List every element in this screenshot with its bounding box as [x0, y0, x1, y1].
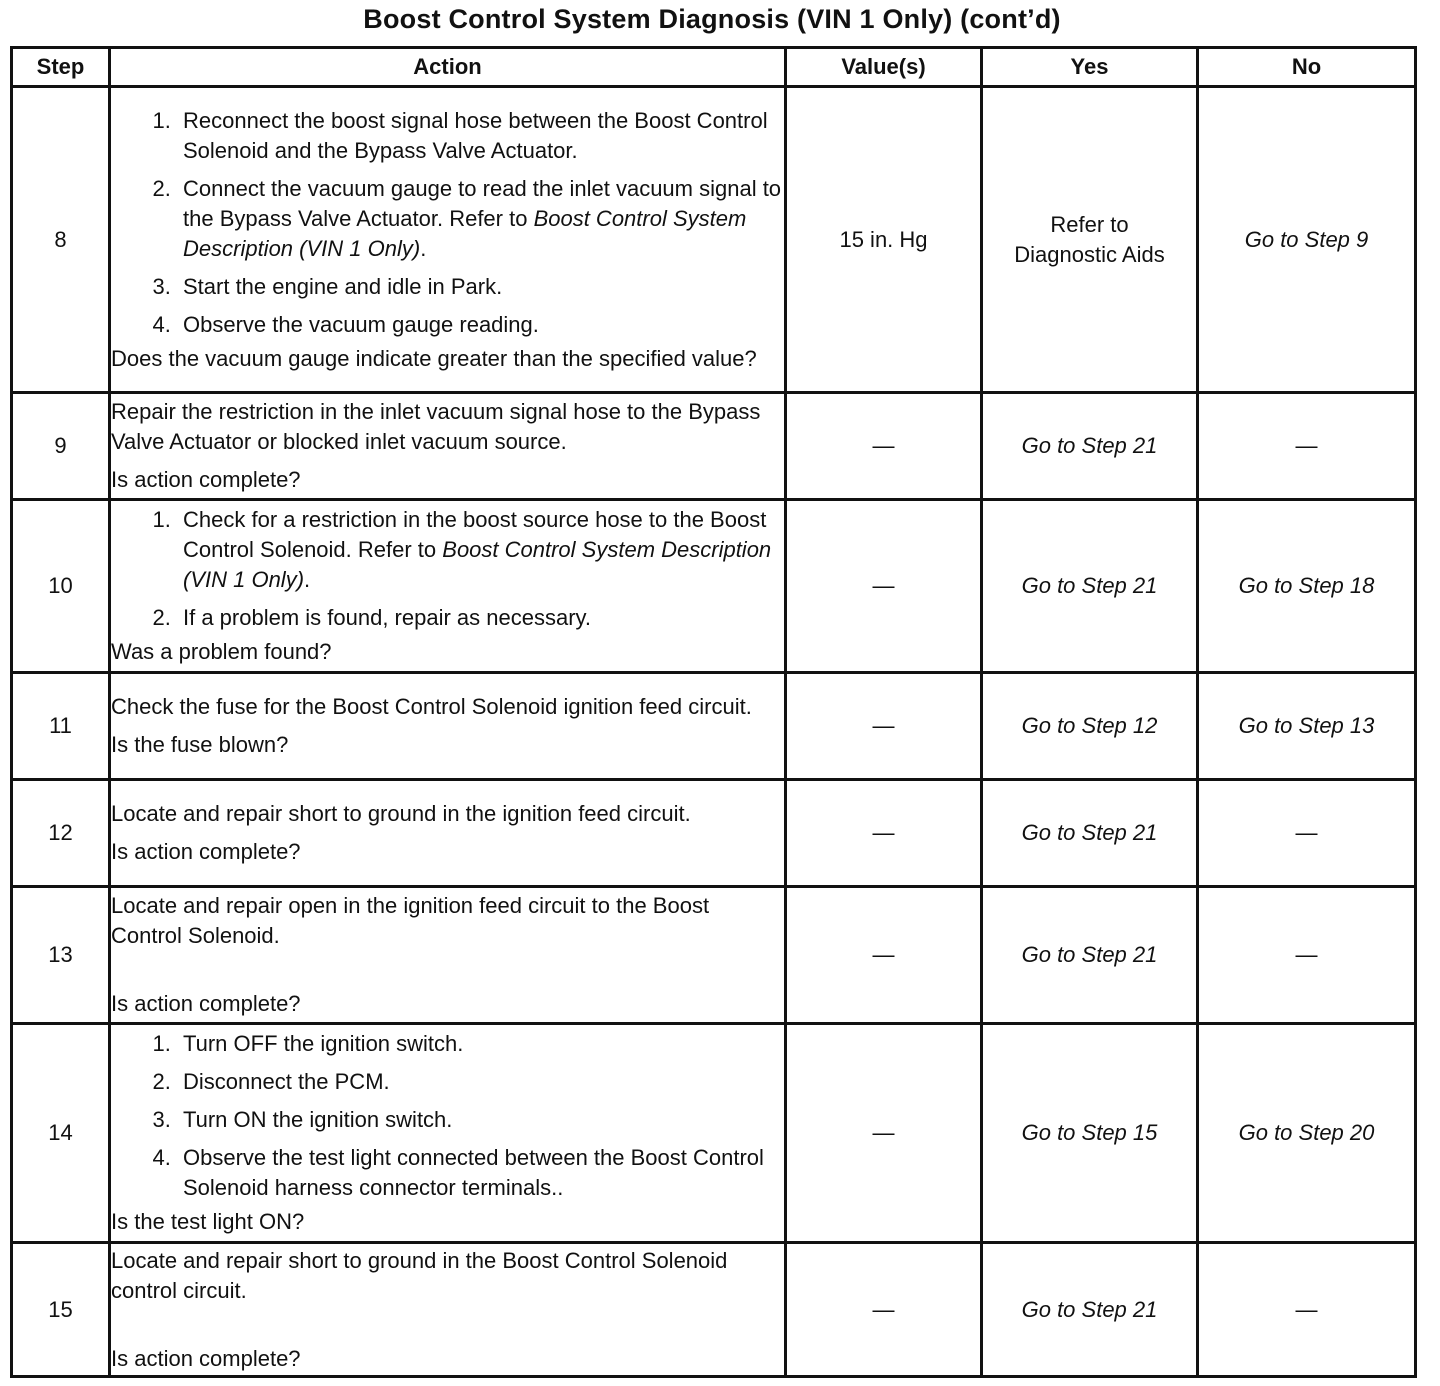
action-steps [111, 1029, 784, 1203]
table-row [12, 393, 1416, 500]
action-text: Repair the restriction in the inlet vacuum signal hose to the Bypass Valve Actuator or blocked inlet vacuum source. [111, 399, 761, 454]
value-cell: — [786, 393, 982, 500]
action-cell [110, 887, 786, 1024]
action-text: Locate and repair short to ground in the Boost Control Solenoid control circuit. [111, 1247, 728, 1303]
header-yes: Yes [982, 48, 1198, 87]
step-number: 9 [12, 393, 110, 500]
action-question: Is action complete? [111, 467, 301, 492]
value-cell: — [786, 1024, 982, 1243]
no-cell: — [1198, 393, 1416, 500]
action-cell [110, 1024, 786, 1243]
table-row [12, 1243, 1416, 1377]
no-cell: Go to Step 9 [1198, 87, 1416, 393]
no-cell: Go to Step 18 [1198, 500, 1416, 673]
action-step: 1. Reconnect the boost signal hose between the Boost Control Solenoid and the Bypass Valve Actuator. [177, 106, 784, 166]
yes-cell: Go to Step 21 [982, 1243, 1198, 1377]
action-text: Locate and repair open in the ignition feed circuit to the Boost Control Solenoid. [111, 893, 710, 948]
yes-cell: Go to Step 21 [982, 780, 1198, 887]
no-cell: Go to Step 20 [1198, 1024, 1416, 1243]
value-cell: — [786, 780, 982, 887]
action-steps [111, 505, 784, 633]
action-step: 2. Connect the vacuum gauge to read the inlet vacuum signal to the Bypass Valve Actuator. Refer to Boost Control System Description (VIN 1 Only). [177, 174, 784, 264]
action-cell [110, 500, 786, 673]
action-cell [110, 673, 786, 780]
step-number: 15 [12, 1243, 110, 1377]
yes-cell: Go to Step 21 [982, 500, 1198, 673]
action-cell [110, 780, 786, 887]
table-row [12, 673, 1416, 780]
value-cell: — [786, 500, 982, 673]
action-question: Does the vacuum gauge indicate greater than the specified value? [111, 345, 757, 371]
no-cell: — [1198, 1243, 1416, 1377]
action-steps [111, 106, 784, 340]
yes-cell: Go to Step 15 [982, 1024, 1198, 1243]
action-step: 3. Start the engine and idle in Park. [177, 272, 784, 302]
action-cell [110, 1243, 786, 1377]
step-number: 10 [12, 500, 110, 673]
diagnosis-table [10, 46, 1417, 1378]
action-cell [110, 87, 786, 393]
table-row [12, 500, 1416, 673]
reference-link-text: Boost Control System Description (VIN 1 Only) [183, 537, 772, 592]
table-row [12, 1024, 1416, 1243]
no-cell: — [1198, 887, 1416, 1024]
yes-cell: Go to Step 12 [982, 673, 1198, 780]
action-question: Was a problem found? [111, 639, 332, 664]
action-step: 2. If a problem is found, repair as necessary. [177, 603, 784, 633]
action-question: Is action complete? [111, 1345, 301, 1371]
reference-link-text: Boost Control System Description (VIN 1 Only) [183, 205, 747, 261]
table-header-row [12, 48, 1416, 87]
yes-cell: Go to Step 21 [982, 887, 1198, 1024]
no-cell: — [1198, 780, 1416, 887]
step-number: 13 [12, 887, 110, 1024]
step-number: 11 [12, 673, 110, 780]
table-row [12, 87, 1416, 393]
yes-cell: Refer to Diagnostic Aids [982, 87, 1198, 393]
step-number: 14 [12, 1024, 110, 1243]
header-no: No [1198, 48, 1416, 87]
table-row [12, 887, 1416, 1024]
page-title: Boost Control System Diagnosis (VIN 1 Only) (cont’d) [363, 4, 1061, 34]
action-step: 1. Check for a restriction in the boost source hose to the Boost Control Solenoid. Refer to Boost Control System Description (VIN 1 Only). [177, 505, 784, 595]
yes-cell: Go to Step 21 [982, 393, 1198, 500]
value-cell: 15 in. Hg [786, 87, 982, 393]
value-cell: — [786, 673, 982, 780]
header-action: Action [110, 48, 786, 87]
value-cell: — [786, 1243, 982, 1377]
action-question: Is the fuse blown? [111, 732, 289, 757]
no-cell: Go to Step 13 [1198, 673, 1416, 780]
action-cell [110, 393, 786, 500]
action-step: 4. Observe the vacuum gauge reading. [177, 310, 784, 340]
value-cell: — [786, 887, 982, 1024]
action-step: 4. Observe the test light connected between the Boost Control Solenoid harness connector terminals.. [177, 1143, 784, 1203]
action-text: Locate and repair short to ground in the ignition feed circuit. [111, 801, 691, 826]
step-number: 12 [12, 780, 110, 887]
action-text: Check the fuse for the Boost Control Solenoid ignition feed circuit. [111, 694, 752, 719]
action-question: Is action complete? [111, 991, 301, 1016]
header-value: Value(s) [786, 48, 982, 87]
action-step: 2. Disconnect the PCM. [177, 1067, 784, 1097]
step-number: 8 [12, 87, 110, 393]
action-question: Is the test light ON? [111, 1209, 305, 1234]
header-step: Step [12, 48, 110, 87]
action-step: 3. Turn ON the ignition switch. [177, 1105, 784, 1135]
action-step: 1. Turn OFF the ignition switch. [177, 1029, 784, 1059]
table-row [12, 780, 1416, 887]
action-question: Is action complete? [111, 839, 301, 864]
